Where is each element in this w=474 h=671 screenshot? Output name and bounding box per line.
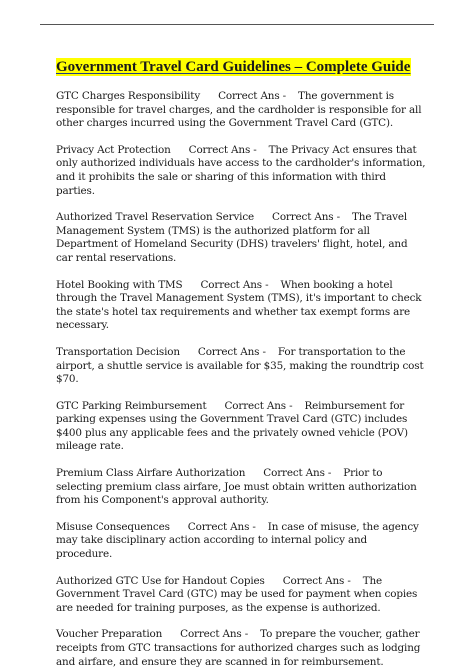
qa-term: Authorized Travel Reservation Service — [56, 211, 255, 224]
qa-answer: Reimbursement for parking expenses using the Government Travel Card (GTC) includes $400 plus any applicable fees and the privately owned vehicle (POV) mileage rate. — [56, 399, 408, 453]
qa-item — [56, 400, 426, 454]
qa-answer: The Travel Management System (TMS) is the authorized platform for all Department of Homeland Security (DHS) travelers' flight, hotel, and car rental reservations. — [56, 211, 408, 264]
qa-term: Hotel Booking with TMS — [56, 278, 183, 291]
qa-item — [56, 279, 426, 333]
document-body — [56, 90, 426, 671]
qa-answer: Prior to selecting premium class airfare, Joe must obtain written authorization from his Component's approval authority. — [56, 467, 417, 507]
qa-answer: When booking a hotel through the Travel Management System (TMS), it's important to check the state's hotel tax requirements and whether tax exempt forms are necessary. — [56, 278, 422, 332]
qa-answer: The Privacy Act ensures that only authorized individuals have access to the cardholder's information, and it prohibits the sale or sharing of this information with third parties. — [56, 143, 426, 197]
qa-item — [56, 575, 426, 616]
qa-term: GTC Charges Responsibility — [56, 90, 201, 102]
qa-answer-marker: Correct Ans - — [188, 143, 257, 156]
qa-answer-marker: Correct Ans - — [272, 211, 340, 224]
qa-item — [56, 628, 426, 669]
qa-answer: In case of misuse, the agency may take disciplinary action according to internal policy and procedure. — [56, 520, 419, 561]
qa-answer-marker: Correct Ans - — [224, 399, 293, 412]
document-title: Government Travel Card Guidelines – Complete Guide — [56, 59, 411, 75]
qa-answer-marker: Correct Ans - — [263, 467, 332, 480]
qa-item — [56, 90, 426, 131]
qa-answer: The government is responsible for travel charges, and the cardholder is responsible for all other charges incurred using the Government Travel Card (GTC). — [56, 90, 422, 130]
title-block — [56, 56, 436, 76]
qa-term: Authorized GTC Use for Handout Copies — [56, 574, 265, 587]
qa-item — [56, 346, 426, 387]
top-rule — [40, 24, 434, 25]
qa-answer-marker: Correct Ans - — [187, 520, 256, 533]
qa-item — [56, 211, 426, 265]
qa-answer-marker: Correct Ans - — [180, 628, 249, 641]
qa-term: Transportation Decision — [56, 345, 180, 358]
qa-answer: The Government Travel Card (GTC) may be used for payment when copies are needed for training purposes, as the expense is authorized. — [56, 574, 418, 614]
qa-answer: For transportation to the airport, a shuttle service is available for $35, making the roundtrip cost $70. — [56, 345, 424, 386]
qa-term: Premium Class Airfare Authorization — [56, 467, 246, 480]
qa-answer-marker: Correct Ans - — [197, 345, 266, 358]
qa-term: Misuse Consequences — [56, 520, 170, 533]
qa-item — [56, 144, 426, 198]
qa-term: Voucher Preparation — [56, 628, 163, 641]
qa-item — [56, 467, 426, 508]
qa-answer-marker: Correct Ans - — [218, 90, 287, 102]
qa-term: GTC Parking Reimbursement — [56, 399, 207, 412]
qa-term: Privacy Act Protection — [56, 143, 171, 156]
qa-answer-marker: Correct Ans - — [282, 574, 351, 587]
qa-answer: To prepare the voucher, gather receipts from GTC transactions for authorized charges such as lodging and airfare, and ensure they are scanned in for reimbursement. — [56, 628, 421, 668]
qa-item — [56, 521, 426, 562]
qa-answer-marker: Correct Ans - — [200, 278, 269, 291]
